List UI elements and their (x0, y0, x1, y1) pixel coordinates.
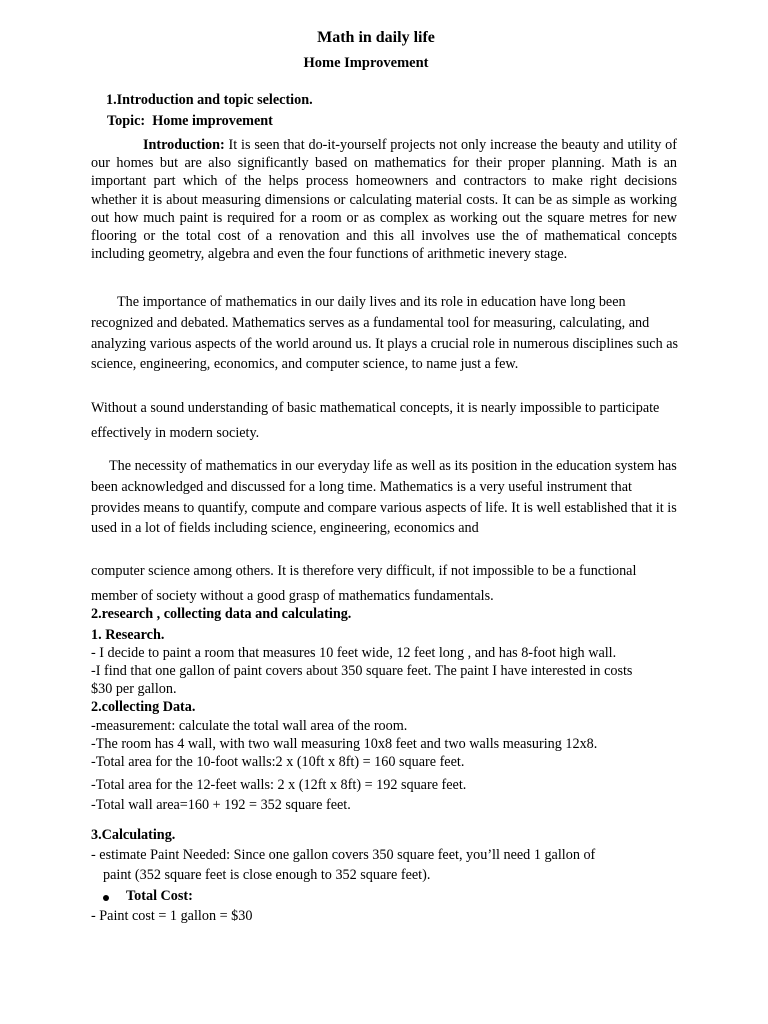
collecting-line-1: -measurement: calculate the total wall area of the room. (91, 718, 408, 734)
functional-member-paragraph: computer science among others. It is therefore very difficult, if not impossible to be a functional member of society without a good grasp of mathematics fundamentals. (91, 563, 637, 604)
section2-heading: 2.research , collecting data and calculating. (91, 606, 352, 622)
research-heading: 1. Research. (91, 627, 165, 643)
collecting-line-3: -Total area for the 10-foot walls:2 x (10ft x 8ft) = 160 square feet. (91, 754, 465, 770)
intro-text: It is seen that do-it-yourself projects not only increase the beauty and utility of our homes but are also significantly based on mathematics for their proper planning. Math is an important part which of the helps process homeowners and contractors to make right decisions whether it is about measuring dimensions or calculating material costs. It can be as simple as working out how much paint is required for a room or as complex as working out the square metres for new flooring or the total cost of a renovation and this all involves use the of mathematical concepts including geometry, algebra and even the four functions of arithmetic inevery stage. (91, 137, 677, 263)
paint-cost-line: - Paint cost = 1 gallon = $30 (91, 908, 253, 924)
research-line-1: - I decide to paint a room that measures 10 feet wide, 12 feet long , and has 8-foot high wall. (91, 645, 617, 661)
calculating-heading: 3.Calculating. (91, 827, 176, 843)
collecting-line-4: -Total area for the 12-feet walls: 2 x (12ft x 8ft) = 192 square feet. (91, 777, 467, 793)
topic-value: Home improvement (152, 113, 273, 129)
bullet-dot (103, 895, 109, 901)
page-title: Math in daily life (317, 29, 435, 46)
understanding-paragraph: Without a sound understanding of basic mathematical concepts, it is nearly impossible to participate effectively in modern society. (91, 400, 660, 441)
intro-label: Introduction: (143, 137, 225, 153)
importance-paragraph: The importance of mathematics in our daily lives and its role in education have long been recognized and debated. Mathematics serves as a fundamental tool for measuring, calculating, and analyzing various aspects of the world around us. It plays a crucial role in numerous disciplines such as science, engineering, economics, and computer science, to name just a few. (91, 294, 679, 373)
research-line-3: $30 per gallon. (91, 681, 177, 697)
topic-label: Topic: (107, 113, 146, 129)
necessity-paragraph: The necessity of mathematics in our everyday life as well as its position in the education system has been acknowledged and discussed for a long time. Mathematics is a very useful instrument that provides means to quantify, compute and compare various aspects of life. It is well established that it is used in a lot of fields including science, engineering, economics and (91, 458, 677, 537)
page-subtitle: Home Improvement (303, 55, 429, 71)
collecting-line-5: -Total wall area=160 + 192 = 352 square feet. (91, 797, 351, 813)
topic-line (107, 113, 273, 130)
section1-heading: 1.Introduction and topic selection. (106, 92, 313, 108)
collecting-line-2: -The room has 4 wall, with two wall measuring 10x8 feet and two walls measuring 12x8. (91, 736, 598, 752)
research-line-2: -I find that one gallon of paint covers about 350 square feet. The paint I have interested in costs (91, 663, 633, 679)
collecting-heading: 2.collecting Data. (91, 699, 196, 715)
total-cost-label: Total Cost: (126, 888, 193, 904)
calculating-line-1: - estimate Paint Needed: Since one gallon covers 350 square feet, you’ll need 1 gallon of (91, 847, 596, 863)
calculating-line-2: paint (352 square feet is close enough to 352 square feet). (103, 867, 431, 883)
intro-paragraph (91, 136, 677, 263)
